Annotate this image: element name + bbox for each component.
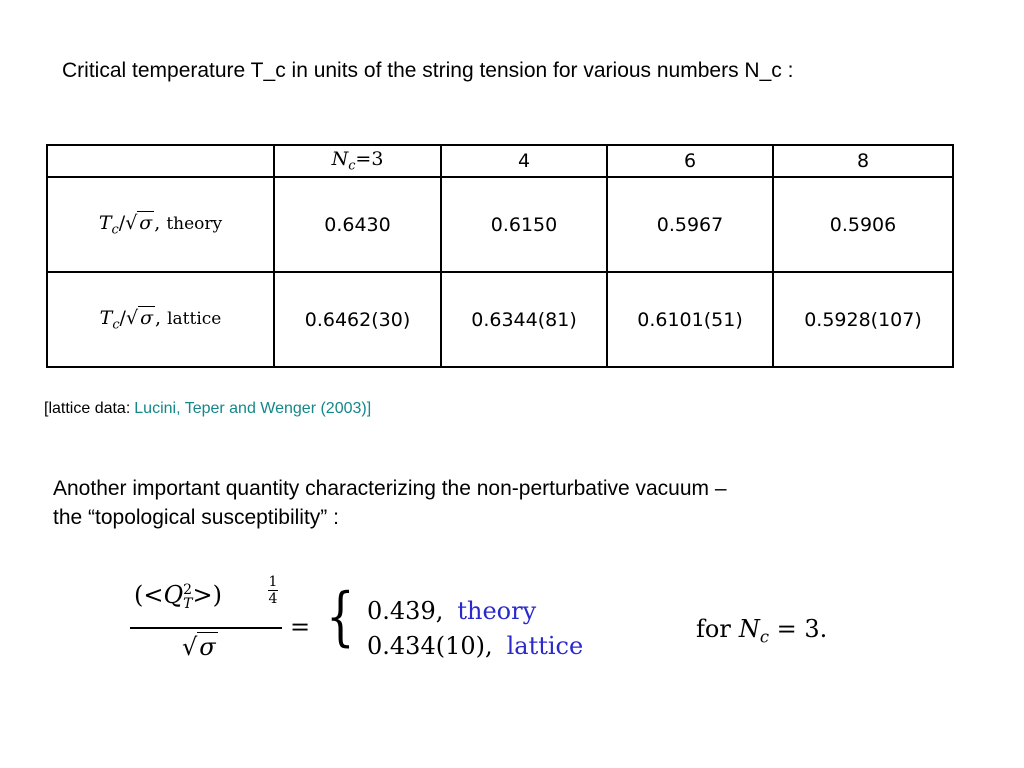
critical-temperature-table bbox=[46, 144, 954, 368]
table-cell: 0.5928(107) bbox=[773, 272, 953, 367]
lattice-data-source bbox=[44, 399, 371, 419]
row-label-lattice: $T_c/√$ σ , lattice bbox=[47, 272, 274, 367]
table-cell: 0.6430 bbox=[274, 177, 441, 272]
formula-condition: for $N_c = 3$. bbox=[696, 615, 828, 647]
formula-denominator: √σ bbox=[182, 633, 216, 661]
fraction-bar bbox=[130, 627, 282, 629]
formula-case-theory: 0.439, theory bbox=[367, 597, 537, 625]
table-cell: 0.6462(30) bbox=[274, 272, 441, 367]
table-cell: 0.6150 bbox=[441, 177, 607, 272]
table-header-row bbox=[47, 145, 953, 177]
paragraph-line-2: the “topological susceptibility” : bbox=[53, 506, 339, 529]
header-empty-cell bbox=[47, 145, 274, 177]
row-label-theory: $T_c/√$ σ , theory bbox=[47, 177, 274, 272]
table-cell: 0.6344(81) bbox=[441, 272, 607, 367]
table-cell: 0.5906 bbox=[773, 177, 953, 272]
formula-exponent: 1 4 bbox=[268, 574, 278, 607]
source-prefix: [lattice data: bbox=[44, 400, 131, 417]
source-citation-link[interactable]: Lucini, Teper and Wenger (2003)] bbox=[134, 400, 372, 417]
header-nc-8: 8 bbox=[773, 145, 953, 177]
table-cell: 0.6101(51) bbox=[607, 272, 773, 367]
header-nc-6: 6 bbox=[607, 145, 773, 177]
topological-susceptibility-paragraph bbox=[53, 474, 913, 532]
table-cell: 0.5967 bbox=[607, 177, 773, 272]
table-row-lattice bbox=[47, 272, 953, 367]
slide-heading: Critical temperature T_c in units of the string tension for various numbers N_c : bbox=[62, 59, 794, 82]
table-row-theory bbox=[47, 177, 953, 272]
formula-brace: { bbox=[326, 580, 355, 654]
formula-equals: = bbox=[290, 613, 311, 641]
formula-case-lattice: 0.434(10), lattice bbox=[367, 632, 584, 660]
susceptibility-formula bbox=[130, 575, 890, 675]
formula-numerator: (<Q 2 T >) bbox=[134, 581, 222, 612]
header-nc-cell: $N_c=3$ bbox=[274, 145, 441, 177]
paragraph-line-1: Another important quantity characterizing the non-perturbative vacuum – bbox=[53, 477, 727, 500]
header-nc-4: 4 bbox=[441, 145, 607, 177]
